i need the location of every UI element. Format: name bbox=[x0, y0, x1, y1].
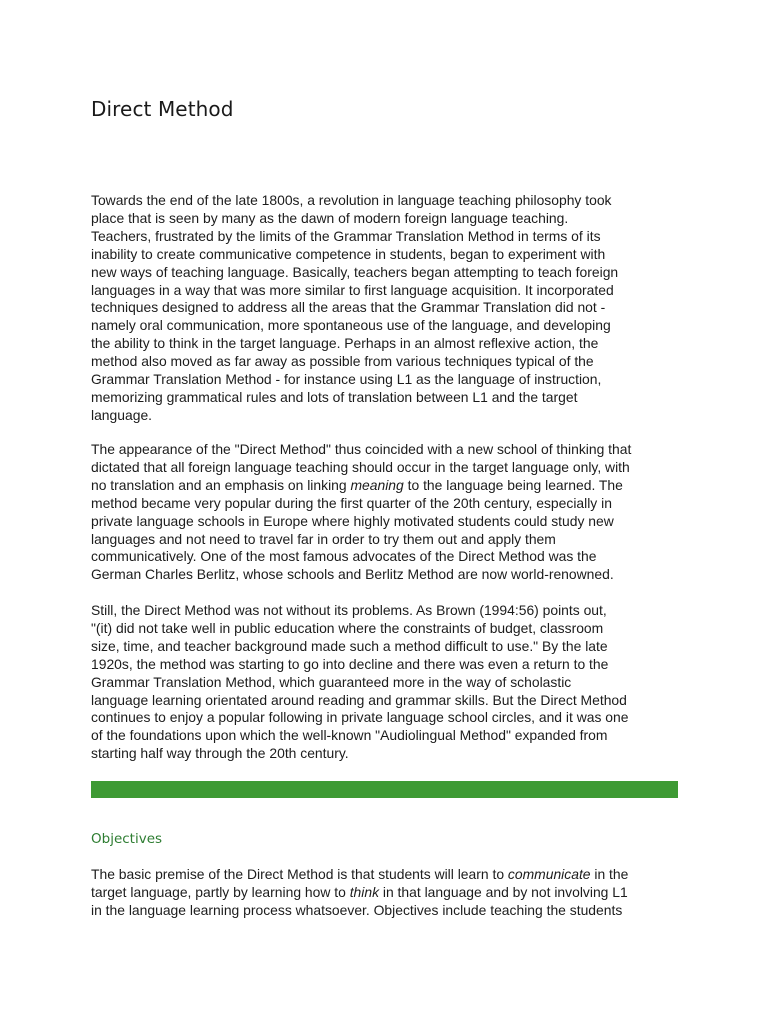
text-run: target language, partly by learning how to bbox=[91, 883, 350, 900]
text-line: communicatively. One of the most famous advocates of the Direct Method was the bbox=[91, 548, 597, 565]
paragraph-intro bbox=[91, 192, 691, 425]
text-line: method also moved as far away as possible from various techniques typical of the bbox=[91, 353, 594, 370]
emphasis-think: think bbox=[349, 883, 380, 900]
text-line bbox=[91, 477, 691, 495]
text-line: Teachers, frustrated by the limits of the Grammar Translation Method in terms of its bbox=[91, 227, 601, 244]
text-run: The basic premise of the Direct Method is that students will learn to bbox=[91, 866, 508, 882]
text-line: Grammar Translation Method, which guaranteed more in the way of scholastic bbox=[91, 673, 572, 690]
text-line: starting half way through the 20th century. bbox=[91, 745, 349, 762]
text-line: inability to create communicative competence in students, began to experiment with bbox=[91, 245, 606, 262]
section-heading-objectives: Objectives bbox=[91, 831, 163, 847]
text-line: The appearance of the "Direct Method" thus coincided with a new school of thinking that bbox=[91, 441, 632, 457]
text-line: techniques designed to address all the areas that the Grammar Translation did not - bbox=[91, 299, 606, 316]
paragraph-objectives bbox=[91, 866, 691, 920]
text-line: memorizing grammatical rules and lots of translation between L1 and the target bbox=[91, 388, 578, 405]
text-run: in the bbox=[590, 866, 629, 882]
text-line: method became very popular during the first quarter of the 20th century, especially in bbox=[91, 494, 612, 511]
paragraph-problems bbox=[91, 602, 691, 763]
text-line: language. bbox=[91, 406, 153, 423]
emphasis-meaning: meaning bbox=[350, 476, 404, 493]
text-run: no translation and an emphasis on linking bbox=[91, 476, 351, 493]
text-line: continues to enjoy a popular following in private language school circles, and it was one bbox=[91, 709, 629, 726]
text-line: the ability to think in the target language. Perhaps in an almost reflexive action, the bbox=[91, 335, 599, 352]
paragraph-appearance bbox=[91, 441, 691, 584]
text-line: languages in a way that was more similar to first language acquisition. It incorporated bbox=[91, 281, 614, 298]
text-line: German Charles Berlitz, whose schools and Berlitz Method are now world-renowned. bbox=[91, 566, 614, 583]
page-title: Direct Method bbox=[91, 97, 234, 121]
text-line: size, time, and teacher background made such a method difficult to use." By the late bbox=[91, 637, 608, 654]
text-line: Grammar Translation Method - for instance using L1 as the language of instruction, bbox=[91, 371, 602, 388]
emphasis-communicate: communicate bbox=[507, 866, 591, 882]
text-line: "(it) did not take well in public education where the constraints of budget, classroom bbox=[91, 619, 604, 636]
text-line: languages and not need to travel far in order to try them out and apply them bbox=[91, 530, 556, 547]
text-line: Still, the Direct Method was not without its problems. As Brown (1994:56) points out, bbox=[91, 602, 607, 618]
text-line bbox=[91, 866, 691, 884]
text-line: 1920s, the method was starting to go into decline and there was even a return to the bbox=[91, 655, 609, 672]
section-divider-bar bbox=[91, 781, 678, 798]
text-line: new ways of teaching language. Basically, teachers began attempting to teach foreign bbox=[91, 263, 619, 280]
text-line: dictated that all foreign language teaching should occur in the target language only, with bbox=[91, 458, 630, 475]
text-run: to the language being learned. The bbox=[403, 476, 623, 493]
text-line: in the language learning process whatsoever. Objectives include teaching the students bbox=[91, 901, 623, 918]
text-line: namely oral communication, more spontaneous use of the language, and developing bbox=[91, 317, 611, 334]
text-line: of the foundations upon which the well-known "Audiolingual Method" expanded from bbox=[91, 727, 608, 744]
text-line: Towards the end of the late 1800s, a revolution in language teaching philosophy took bbox=[91, 192, 612, 208]
text-line: private language schools in Europe where highly motivated students could study new bbox=[91, 512, 614, 529]
text-line: language learning orientated around reading and grammar skills. But the Direct Method bbox=[91, 691, 627, 708]
text-line bbox=[91, 884, 691, 902]
text-run: in that language and by not involving L1 bbox=[379, 883, 628, 900]
text-line: place that is seen by many as the dawn of modern foreign language teaching. bbox=[91, 209, 569, 226]
